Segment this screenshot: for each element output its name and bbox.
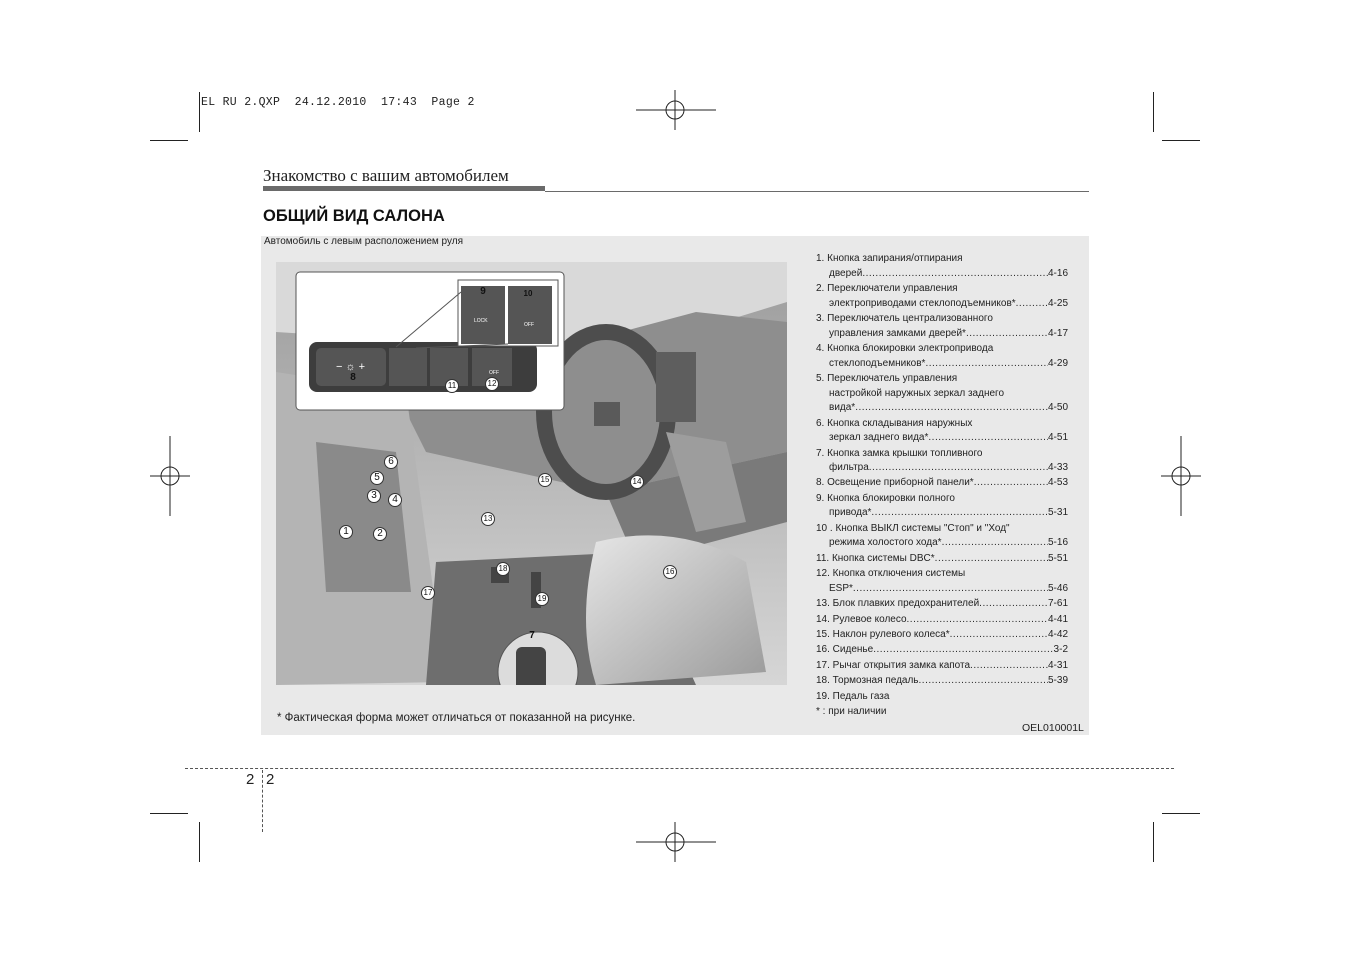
legend-item-row <box>816 536 1068 551</box>
legend-item-title: 4. Кнопка блокировки электропривода <box>816 342 994 354</box>
callout-badge-13: 13 <box>481 512 495 526</box>
callout-badge-18: 18 <box>496 562 510 576</box>
leader-dots <box>907 613 1048 628</box>
legend-item-row <box>816 476 1068 491</box>
legend-item <box>816 705 1068 720</box>
chapter-title: Знакомство с вашим автомобилем <box>263 166 509 185</box>
legend-item-row <box>816 643 1068 658</box>
legend-item-row <box>816 401 1068 416</box>
legend-item <box>816 643 1068 658</box>
legend-item-row <box>816 357 1068 372</box>
legend-item <box>816 597 1068 612</box>
legend-item-page: 4-41 <box>1047 613 1068 625</box>
legend-item-page: 4-25 <box>1047 297 1068 309</box>
page-title: ОБЩИЙ ВИД САЛОНА <box>263 207 445 225</box>
svg-text:LOCK: LOCK <box>474 318 488 324</box>
callout-badge-12: 12 <box>485 377 499 391</box>
callout-badge-5: 5 <box>370 471 384 485</box>
figure-footnote: * Фактическая форма может отличаться от показанной на рисунке. <box>277 712 636 724</box>
legend-item-text: привода* <box>829 507 872 519</box>
page-number-left: 2 <box>246 771 255 788</box>
leader-dots <box>935 552 1048 567</box>
leader-dots <box>871 506 1048 521</box>
legend-item-title: 3. Переключатель централизованного <box>816 312 993 324</box>
legend-item <box>816 674 1068 689</box>
leader-dots <box>979 597 1048 612</box>
legend-item-text: ESP* <box>829 582 853 594</box>
callout-badge-1: 1 <box>339 525 353 539</box>
leader-dots <box>919 674 1048 689</box>
legend-item-text: 14. Рулевое колесо <box>816 613 907 625</box>
print-slug: EL RU 2.QXP 24.12.2010 17:43 Page 2 <box>201 96 475 109</box>
legend-item <box>816 613 1068 628</box>
legend-item-title: 10 . Кнопка ВЫКЛ системы "Стоп" и "Ход" <box>816 522 1010 534</box>
legend-item-page: 4-51 <box>1047 432 1068 444</box>
legend-item <box>816 476 1068 491</box>
legend-item-text: управления замками дверей* <box>829 327 966 339</box>
legend-item-title: 2. Переключатели управления <box>816 282 958 294</box>
leader-dots <box>873 643 1053 658</box>
crop-mark <box>150 813 188 814</box>
crop-mark <box>199 822 200 862</box>
legend-item-page: 7-61 <box>1047 598 1068 610</box>
legend-item-row <box>816 297 1068 312</box>
legend-item-text: 15. Наклон рулевого колеса* <box>816 629 950 640</box>
legend-item-page: 5-39 <box>1047 675 1068 687</box>
leader-dots <box>942 536 1048 551</box>
crop-mark <box>1153 92 1154 132</box>
legend-item-text: зеркал заднего вида* <box>829 432 929 444</box>
legend-item-row <box>816 659 1068 674</box>
legend-item-text: 19. Педаль газа <box>816 690 890 702</box>
registration-mark-top <box>636 90 716 130</box>
legend-item-page: 3-2 <box>1053 644 1068 656</box>
legend-item-line: настройкой наружных зеркал заднего <box>829 387 1005 399</box>
legend-item-text: электроприводами стеклоподъемников* <box>829 297 1016 309</box>
svg-text:− ☼ +: − ☼ + <box>336 361 366 373</box>
legend-item <box>816 417 1068 446</box>
legend-item-row <box>816 597 1068 612</box>
legend-item <box>816 447 1068 476</box>
legend-item-text: * : при наличии <box>816 705 887 717</box>
leader-dots <box>974 476 1048 491</box>
svg-text:OFF: OFF <box>489 370 499 376</box>
legend-list <box>816 252 1068 720</box>
legend-item <box>816 342 1068 371</box>
legend-item-title: 5. Переключатель управления <box>816 372 958 384</box>
interior-illustration <box>276 262 787 685</box>
legend-item-page: 4-29 <box>1047 357 1068 369</box>
legend-item <box>816 552 1068 567</box>
legend-item-text: вида* <box>829 402 856 414</box>
legend-item-page: 4-53 <box>1047 477 1068 489</box>
legend-item <box>816 492 1068 521</box>
legend-item-row <box>816 705 1068 720</box>
callout-badge-11: 11 <box>445 379 459 393</box>
legend-item-text: 13. Блок плавких предохранителей <box>816 598 980 610</box>
legend-item-text: 17. Рычаг открытия замка капота <box>816 659 971 671</box>
crop-mark <box>1153 822 1154 862</box>
callout-badge-14: 14 <box>630 475 644 489</box>
legend-item-page: 4-17 <box>1047 327 1068 339</box>
footer-vertical-dash <box>262 770 263 832</box>
callout-badge-6: 6 <box>384 455 398 469</box>
legend-item-row <box>816 552 1068 567</box>
legend-item-row <box>816 690 1068 705</box>
leader-dots <box>869 461 1048 476</box>
leader-dots <box>1016 297 1048 312</box>
chapter-underline-bar <box>263 186 545 191</box>
legend-item-page: 4-33 <box>1047 462 1068 474</box>
legend-item-page: 4-50 <box>1047 402 1068 414</box>
leader-dots <box>970 659 1048 674</box>
callout-badge-17: 17 <box>421 586 435 600</box>
legend-item-row <box>816 267 1068 282</box>
image-code: OEL010001L <box>1022 722 1084 734</box>
legend-item-page: 5-51 <box>1047 552 1068 564</box>
legend-item-page: 4-31 <box>1047 659 1068 671</box>
legend-item-text: 18. Тормозная педаль <box>816 675 919 687</box>
leader-dots <box>862 267 1048 282</box>
legend-item-page: 4-16 <box>1047 267 1068 279</box>
legend-item-page: 5-46 <box>1047 582 1068 594</box>
svg-text:OFF: OFF <box>524 322 534 328</box>
legend-item-row <box>816 431 1068 446</box>
footer-dashed-rule <box>185 768 1174 769</box>
callout-badge-7: 7 <box>529 630 535 641</box>
leader-dots <box>855 401 1048 416</box>
leader-dots <box>925 357 1048 372</box>
legend-item-text: режима холостого хода* <box>829 537 942 549</box>
chapter-rule <box>545 191 1089 192</box>
legend-item <box>816 522 1068 551</box>
callout-badge-8: 8 <box>350 372 356 383</box>
crop-mark <box>199 92 200 132</box>
figure-subtitle: Автомобиль с левым расположением руля <box>264 236 464 247</box>
legend-item-page: 5-16 <box>1047 537 1068 549</box>
legend-item-page: 4-42 <box>1047 629 1068 640</box>
legend-item-text: стеклоподъемников* <box>829 357 926 369</box>
legend-item-row <box>816 327 1068 342</box>
legend-item <box>816 628 1068 643</box>
registration-mark-left <box>150 436 190 516</box>
callout-badge-19: 19 <box>535 592 549 606</box>
crop-mark <box>1162 140 1200 141</box>
legend-item-row <box>816 674 1068 689</box>
crop-mark <box>150 140 188 141</box>
callout-badge-2: 2 <box>373 527 387 541</box>
registration-mark-bottom <box>636 822 716 862</box>
interior-drawing <box>276 262 787 685</box>
legend-item-title: 12. Кнопка отключения системы <box>816 568 966 580</box>
crop-mark <box>1162 813 1200 814</box>
leader-dots <box>853 582 1048 597</box>
legend-item <box>816 282 1068 311</box>
leader-dots <box>928 431 1048 446</box>
legend-item-row <box>816 506 1068 521</box>
legend-item <box>816 690 1068 705</box>
legend-item-text: 11. Кнопка системы DBC* <box>816 552 935 564</box>
registration-mark-right <box>1161 436 1201 516</box>
legend-item-title: 6. Кнопка складывания наружных <box>816 417 973 429</box>
legend-item-page: 5-31 <box>1047 507 1068 519</box>
callout-badge-3: 3 <box>367 489 381 503</box>
legend-item <box>816 372 1068 416</box>
legend-item-text: 8. Освещение приборной панели* <box>816 477 974 489</box>
legend-item-title: 9. Кнопка блокировки полного <box>816 492 955 504</box>
legend-item-row <box>816 461 1068 476</box>
page-number-right: 2 <box>266 771 275 788</box>
legend-item-row <box>816 613 1068 628</box>
legend-item-text: дверей <box>829 267 863 279</box>
leader-dots <box>966 327 1048 342</box>
callout-badge-4: 4 <box>388 493 402 507</box>
legend-item <box>816 659 1068 674</box>
legend-item-title: 7. Кнопка замка крышки топливного <box>816 447 983 459</box>
callout-badge-9: 9 <box>480 286 486 297</box>
legend-item <box>816 252 1068 281</box>
legend-item <box>816 567 1068 596</box>
legend-item-row <box>816 582 1068 597</box>
legend-item-row <box>816 628 1068 643</box>
callout-badge-15: 15 <box>538 473 552 487</box>
callout-badge-16: 16 <box>663 565 677 579</box>
legend-item-text: 16. Сиденье <box>816 644 874 656</box>
legend-item-text: фильтра <box>829 462 869 474</box>
legend-item <box>816 312 1068 341</box>
leader-dots <box>950 628 1048 643</box>
callout-badge-10: 10 <box>523 289 533 298</box>
legend-item-title: 1. Кнопка запирания/отпирания <box>816 253 963 264</box>
